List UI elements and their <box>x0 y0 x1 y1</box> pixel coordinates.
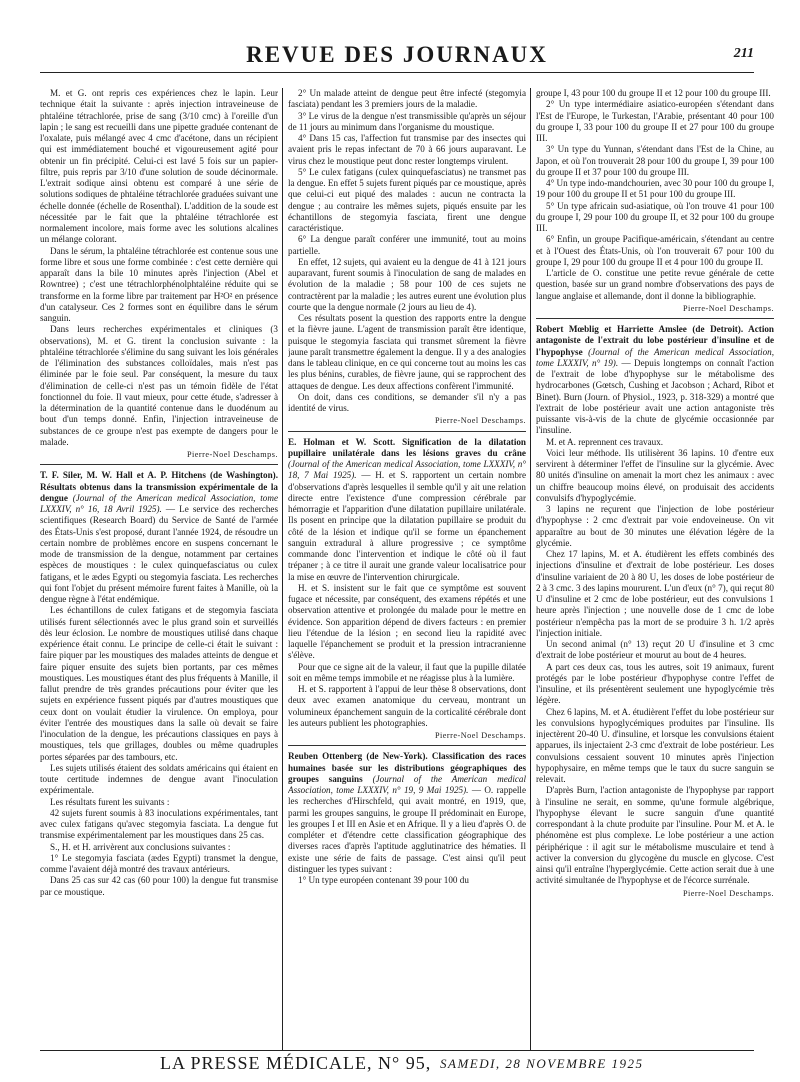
paragraph: M. et A. reprennent ces travaux. <box>546 436 664 447</box>
article-separator <box>40 464 278 465</box>
publication-name: LA PRESSE MÉDICALE, N° 95, <box>160 1053 432 1073</box>
article-text: — Depuis longtemps on connaît l'action de l'extrait de lobe d'hypophyse sur le métabolisme des hydrocarbones (Gœtsch, Cushing et Jacobson ; Achard, Ribot et Binet). Burn (Journ. of Physiol., 1923, p. 318-329) a montré que l'extrait de lobe postérieur avait une action antagoniste très puissante vis-à-vis de la chute de glycémie occasionnée par l'insuline. <box>536 357 774 436</box>
article-heading-block <box>536 324 774 437</box>
paragraph: Les échantillons de culex fatigans et de stegomyia fasciata utilisés furent sélectionnés avec le plus grand soin et surveillés dès leur éclosion. Le nombre de moustiques utilisé dans chaque expérience était connu. Le principe de celle-ci était le suivant : faire piquer par les moustiques des malades atteints de dengue et faire piquer ensuite des sujets bien portants, par ces mêmes moustiques. Les moustiques étant des plus fréquents à Manille, il fallut prendre de très grandes précautions pour éviter que les sujets en expérience fussent piqués par d'autres moustiques que ceux dont on voulait étudier la virulence. On employa, pour éviter l'entrée des moustiques dans la salle où devait se faire l'inoculation de la dengue, les précautions classiques en pays à moustiques, tels que grillages, doubles ou même quadruples portes séparées par des tambours, etc. <box>40 605 278 762</box>
paragraph: 3° Un type du Yunnan, s'étendant dans l'Est de la Chine, au Japon, et où l'on trouverait 28 pour 100 du groupe I, 39 pour 100 du groupe II et 37 pour 100 du groupe III. <box>536 144 774 177</box>
paragraph: groupe I, 43 pour 100 du groupe II et 12 pour 100 du groupe III. <box>536 88 771 98</box>
author-signature: Pierre-Noel Deschamps. <box>434 731 526 740</box>
author-signature: Pierre-Noel Deschamps. <box>434 416 526 426</box>
article-heading: T. F. Siler, M. W. Hall et A. P. Hitchens (de Washington). Résultats obtenus dans la transmission expérimentale de la dengue <box>40 470 278 503</box>
paragraph: H. et S. rapportent à l'appui de leur thèse 8 observations, dont deux avec examen anatomique du cerveau, montrant un volumineux épanchement sanguin de la corticalité cérébrale dont les auteurs publient les photographies. <box>288 684 526 728</box>
paragraph: Dans 25 cas sur 42 cas (60 pour 100) la dengue fut transmise par ce moustique. <box>40 875 278 897</box>
header-rule <box>40 72 754 73</box>
paragraph: 42 sujets furent soumis à 83 inoculations expérimentales, tant avec culex fatigans qu'avec stegomyia fasciata. La dengue fut transmise expérimentalement par les moustiques dans 25 cas. <box>40 807 278 841</box>
column-1 <box>40 88 278 1050</box>
article-separator <box>288 745 526 746</box>
running-title: REVUE DES JOURNAUX <box>246 42 548 67</box>
paragraph: 1° Un type européen contenant 39 pour 100 du <box>298 875 469 885</box>
paragraph: Voici leur méthode. Ils utilisèrent 36 lapins. 10 d'entre eux servirent à déterminer l'effet de l'insuline sur la glycémie. Avec 80 unités d'insuline on amenait la mort chez les animaux : avec un chiffre beaucoup moins élevé, on produisait des accidents convulsifs d'hypoglycémie. <box>536 447 774 503</box>
paragraph: 6° La dengue paraît conférer une immunité, tout au moins partielle. <box>288 234 526 256</box>
article-source: (Journal of the American medical Association, tome LXXXIV, n° 18, 7 Mai 1925). <box>288 459 526 481</box>
article-source: (Journal of the American medical Association, tome LXXXIV, n° 19, 9 Mai 1925). <box>288 773 526 795</box>
article-heading: Reuben Ottenberg (de New-York). Classification des races humaines basée sur les distributions géographiques des groupes sanguins <box>288 751 526 784</box>
paragraph: 4° Un type indo-mandchourien, avec 30 pour 100 du groupe I, 19 pour 100 du groupe II et 51 pour 100 du groupe III. <box>536 178 774 200</box>
paragraph: 3 lapins ne reçurent que l'injection de lobe postérieur d'hypophyse : 2 cmc d'extrait par voie endoveineuse. On vit apparaître au bout de 30 minutes une élévation légère de la glycémie. <box>536 504 774 548</box>
paragraph: Les sujets utilisés étaient des soldats américains qui étaient en toute certitude indemnes de dengue avant l'inoculation expérimentale. <box>40 762 278 796</box>
author-signature: Pierre-Noel Deschamps. <box>186 450 278 459</box>
article-text: — O. rappelle les recherches d'Hirschfeld, qui avait montré, en 1919, que, parmi les groupes sanguins, le groupe II prédominait en Europe, les groupes I et III en Asie et en Afrique. Il y a lieu d'après O. de compléter et d'étendre cette classification géographique des diverses races d'après l'aptitude agglutinatrice des hématies. Il existe une série de faits de passage. C'est ainsi qu'il peut distinguer les types suivant : <box>288 785 526 874</box>
column-divider-1 <box>282 88 283 1050</box>
paragraph: A part ces deux cas, tous les autres, soit 19 animaux, furent protégés par le lobe postérieur d'hypophyse contre l'effet de l'insuline, et ils présentèrent seulement une hypoglycémie très légère. <box>536 661 774 706</box>
paragraph: 5° Un type africain sud-asiatique, où l'on trouve 41 pour 100 du groupe I, 29 pour 100 du groupe II, et 32 pour 100 du groupe III. <box>536 200 774 233</box>
paragraph: Les résultats furent les suivants : <box>50 796 170 807</box>
author-signature: Pierre-Noel Deschamps. <box>682 303 774 313</box>
paragraph: 2° Un malade atteint de dengue peut être infecté (stegomyia fasciata) pendant les 3 premiers jours de la maladie. <box>288 88 526 110</box>
paragraph: Dans le sérum, la phtaléine tétrachlorée est contenue sous une forme libre et sous une forme combinée : c'est cette dernière qui apparaît dans la bile 10 minutes après l'injection (Abel et Rowntree) ; c'est une tétrachlorphénolphtaléine réduite qui se transforme en la forme libre par traitement par H²O² en présence d'un catalyseur. Ces 2 formes sont en équilibre dans le sérum sanguin. <box>40 245 278 323</box>
issue-date: SAMEDI, 28 NOVEMBRE 1925 <box>440 1056 644 1071</box>
paragraph: En effet, 12 sujets, qui avaient eu la dengue de 41 à 121 jours auparavant, furent soumis à l'inoculation de sang de malades en évolution de la maladie ; 58 pour 100 de ces sujets ne contractèrent par la maladie ; les autres eurent une évolution plus courte que la dengue normale (2 jours au lieu de 4). <box>288 256 526 312</box>
paragraph: M. et G. ont repris ces expériences chez le lapin. Leur technique était la suivante : après injection intraveineuse de phtaléine tétrachlorée, prise de sang (3/10 cmc) à l'oreille d'un lapin ; le sang est recueilli dans une pipette graduée contenant de l'oxalate, puis mélangé avec 4 cmc d'acétone, dans un récipient qui est immédiatement bouché et vigoureusement agité pour obtenir un fin précipité. Celui-ci est lavé 5 fois sur un papier-filtre, puis repris par 3/10 d'une solution de soude décinormale. L'extrait sodique ainsi obtenu est comparé à une série de solutions sodiques de phtaléine tétrachlorée graduées suivant une échelle donnée (échelle de Rosenthal). L'addition de la soude est nécessitée par le fait que la phtaléine tétrachlorée est normalement incolore, mais forme avec les solutions alcalines un mélange colorant. <box>40 88 278 245</box>
column-2 <box>288 88 526 1050</box>
paragraph: 6° Enfin, un groupe Pacifique-américain, s'étendant au centre et à l'Ouest des États-Unis, où l'on trouverait 67 pour 100 du groupe I, 29 pour 100 du groupe II et 4 pour 100 du groupe II. <box>536 234 774 267</box>
article-source: (Journal of the American medical Association, tome LXXXIV, n° 19). <box>536 346 774 368</box>
paragraph: 4° Dans 15 cas, l'affection fut transmise par des insectes qui avaient pris le repas infectant de 70 à 66 jours auparavant. Le virus chez le moustique peut donc rester longtemps virulent. <box>288 133 526 166</box>
paragraph: 2° Un type intermédiaire asiatico-européen s'étendant dans l'Est de l'Europe, le Turkestan, l'Arabie, présentant 40 pour 100 du groupe I, 33 pour 100 du groupe II et 27 pour 100 du groupe III. <box>536 99 774 143</box>
paragraph: On doit, dans ces conditions, se demander s'il n'y a pas identité de virus. <box>288 391 526 413</box>
paragraph: Un second animal (n° 13) reçut 20 U d'insuline et 3 cmc d'extrait de lobe postérieur et mourut au bout de 4 heures. <box>536 639 774 661</box>
paragraph: 1° Le stegomyia fasciata (ædes Egypti) transmet la dengue, comme l'avaient déjà montré des travaux antérieurs. <box>40 852 278 874</box>
page-footer <box>40 1052 754 1074</box>
page-number: 211 <box>733 46 754 61</box>
paragraph: 3° Le virus de la dengue n'est transmissible qu'après un séjour de 11 jours au minimum dans l'organisme du moustique. <box>288 110 526 132</box>
article-separator <box>288 431 526 432</box>
article-text: — H. et S. rapportent un certain nombre d'observations d'après lesquelles il semble qu'il y ait une relation directe entre l'existence d'une compression cérébrale par hémorragie et l'apparition d'une dilatation pupillaire unilatérale. Ils posent en principe que la dilatation pupillaire se produit du côté de la lésion et indique qu'il se forme un épanchement sanguin extradural à allure progressive ; ce symptôme commande donc l'intervention et indique le côté où il faut trépaner ; à ce titre il aurait une grande valeur localisatrice pour la mise en œuvre de l'intervention chirurgicale. <box>288 470 526 582</box>
column-divider-2 <box>530 88 531 1050</box>
article-heading: Robert Mœblig et Harriette Amslee (de Detroit). Action antagoniste de l'extrait du lobe postérieur d'insuline et de l'hypophyse <box>536 324 774 357</box>
article-text: — Le service des recherches scientifiques (Research Board) du Service de Santé de l'armée des États-Unis s'est proposé, durant l'année 1924, de résoudre un certain nombre de problèmes encore en suspens concernant le mode de transmission de la dengue, notamment par certaines espèces de moustiques : le culex quinquefasciatus ou culex fatigans, et le ædes Egypti ou stegomyia fasciata. Les recherches qui font l'objet du présent mémoire furent faites à Manille, où la dengue règne à l'état endémique. <box>40 504 278 604</box>
paragraph: L'article de O. constitue une petite revue générale de cette question, basée sur un grand nombre d'observations des pays de langue anglaise et allemande, dont il donne la bibliographie. <box>536 268 774 301</box>
paragraph: S., H. et H. arrivèrent aux conclusions suivantes : <box>50 841 231 852</box>
page-header <box>40 40 754 72</box>
article-heading-block <box>40 470 278 605</box>
paragraph: Chez 6 lapins, M. et A. étudièrent l'effet du lobe postérieur sur les convulsions hypoglycémiques produites par l'insuline. Ils injectèrent 20-40 U. d'insuline, et lorsque les convulsions étaient apparues, ils injectaient 2-3 cmc d'extrait de lobe postérieur. Les convulsions cessaient souvent 10 minutes après l'injection hypophysaire, en même temps que le taux du sucre sanguin se relevait. <box>536 706 774 784</box>
article-heading-block <box>288 751 526 875</box>
paragraph: Pour que ce signe ait de la valeur, il faut que la pupille dilatée soit en même temps immobile et ne réagisse plus à la lumière. <box>288 661 526 683</box>
article-heading: E. Holman et W. Scott. Signification de la dilatation pupillaire unilatérale dans les lésions graves du crâne <box>288 436 526 458</box>
paragraph: Dans leurs recherches expérimentales et cliniques (3 observations), M. et G. tirent la conclusion suivante : la phtaléine tétrachlorée s'élimine du sang suivant les lois générales de l'élimination des substances colloïdales, mais n'est pas éliminée par le foie seul. Par conséquent, la mesure du taux d'élimination de celle-ci n'est pas un témoin fidèle de l'état fonctionnel du foie. Il vaut mieux, pour cette étude, s'adresser à la détermination de la quantité contenue dans le duodénum au bout d'un temps donné. Enfin, l'injection intraveineuse de substances de ce groupe n'est pas exempte de dangers pour le malade. <box>40 324 278 447</box>
paragraph: 5° Le culex fatigans (culex quinquefasciatus) ne transmet pas la dengue. En effet 5 sujets furent piqués par ce moustique, après que celui-ci eut piqué des malades : aucun ne contracta la dengue ; au contraire les mêmes sujets, piqués ensuite par les échantillons de stegomyia fasciata, firent une dengue caractéristique. <box>288 166 526 233</box>
paragraph: D'après Burn, l'action antagoniste de l'hypophyse par rapport à l'insuline ne serait, en somme, qu'une formule algébrique, l'hypophyse élevant le sucre sanguin d'une quantité correspondant à la chute produite par l'insuline. Pour M. et A. le phénomène est plus complexe. Le lobe postérieur a une action périphérique : il agit sur le métabolisme musculaire et tend à activer la conversion du glycogène du muscle en glycose. C'est ainsi qu'il entraîne l'hyperglycémie. Cette action serait due à une activité simultanée de l'hypophyse et de l'écorce surrénale. <box>536 785 774 886</box>
article-separator <box>536 318 774 319</box>
column-3 <box>536 88 774 1050</box>
author-signature: Pierre-Noel Deschamps. <box>682 888 774 898</box>
footer-rule <box>40 1050 754 1051</box>
paragraph: H. et S. insistent sur le fait que ce symptôme est souvent fugace et nécessite, par conséquent, des examens répétés et une observation attentive et prolongée du malade pour le mettre en évidence. Son apparition dépend de divers facteurs : en premier lieu l'étendue de la lésion ; en second lieu la rapidité avec laquelle l'épanchement se produit et la pression intracranienne s'élève. <box>288 582 526 661</box>
paragraph: Chez 17 lapins, M. et A. étudièrent les effets combinés des injections d'insuline et d'extrait de lobe postérieur. Les doses d'insuline variaient de 20 à 80 U, les doses de lobe postérieur de 2 à 3 cmc. 3 des lapins moururent. L'un d'eux (n° 7), qui reçut 80 U d'insuline et 2 cmc de lobe postérieur, eut des convulsions 1 heure après l'injection ; une nouvelle dose de 1 cmc de lobe postérieur n'empêcha pas la mort de se produire 3 h. 1/2 après l'injection initiale. <box>536 549 774 638</box>
article-source: (Journal of the American medical Association, tome LXXXIV, n° 16, 18 Avril 1925). <box>40 492 278 514</box>
paragraph: Ces résultats posent la question des rapports entre la dengue et la fièvre jaune. L'agent de transmission paraît être identique, puisque le stegomyia fasciata qui transmet sûrement la fièvre jaune paraît transmettre également la dengue. Il y a des analogies dans le tableau clinique, en ce qui concerne tout au moins les cas les plus bénins, curables, de fièvre jaune, qui se rapprochent des attaques de dengue. Les deux affections confèrent l'immunité. <box>288 313 526 391</box>
article-heading-block <box>288 437 526 583</box>
